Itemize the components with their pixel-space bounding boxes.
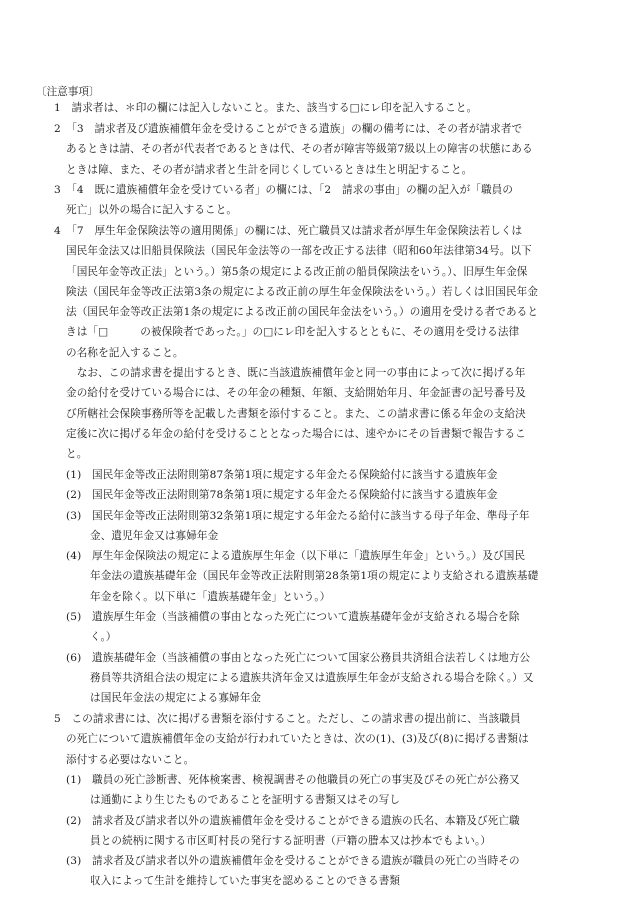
note-item-5-subs — [66, 770, 520, 892]
sub-item-line: (4) 厚生年金保険法の規定による遺族厚生年金（以下単に「遺族厚生年金」という。）及び国民 — [66, 550, 526, 563]
note-line: 「国民年金等改正法」という。）第5条の規定による改正前の船員保険法をいう。）、旧厚生年金保 — [66, 265, 528, 278]
note-line: の死亡について遺族補償年金の支給が行われていたときは、次の(1)、(3)及び(8)に掲げる書類は — [66, 733, 529, 746]
sub-item-line: 年金法の遺族基礎年金（国民年金等改正法附則第28条第1項の規定により支給される遺族基礎 — [90, 570, 539, 583]
sub-item-line: く。） — [90, 631, 117, 644]
note-line: 5 この請求書には、次に掲げる書類を添付すること。ただし、この請求書の提出前に、当該職員 — [54, 713, 521, 725]
sub-item-line: (3) 請求者及び請求者以外の遺族補償年金を受けることができる遺族が職員の死亡の当時その — [66, 855, 520, 868]
note-item-2 — [54, 119, 533, 180]
note-line: 2 「3 請求者及び遺族補償年金を受けることができる遺族」の欄の備考には、その者が請求者で — [54, 123, 523, 135]
note-line: 険法（国民年金等改正法第3条の規定による改正前の厚生年金保険法をいう。）若しくは旧国民年金 — [66, 285, 539, 298]
sub-item-line: 務員等共済組合法の規定による遺族共済年金又は遺族厚生年金が支給される場合を除く。）又 — [90, 671, 534, 684]
sub-item-line: 金、遺児年金又は寡婦年金 — [90, 529, 219, 542]
note-line: と。 — [66, 448, 88, 461]
note-line: 金の給付を受けている場合には、その年金の種類、年額、支給開始年月、年金証書の記号番号及 — [66, 387, 526, 400]
sub-item-line: 員との続柄に関する市区町村長の発行する証明書（戸籍の謄本又は抄本でもよい。） — [90, 834, 492, 847]
note-line: の名称を記入すること。 — [66, 346, 184, 359]
sub-item-line: 年金を除く。以下単に「遺族基礎年金」という。） — [90, 590, 331, 603]
sub-item-line: は通勤により生じたものであることを証明する書類又はその写し — [90, 794, 401, 807]
note-item-4 — [54, 221, 538, 465]
sub-item-line: (1) 国民年金等改正法附則第87条第1項に規定する年金たる保険給付に該当する遺族年金 — [66, 469, 498, 481]
note-line: 添付する必要はないこと。 — [66, 753, 195, 766]
sub-item-line: 収入によって生計を維持していた事実を認めることのできる書類 — [90, 875, 401, 888]
note-line: きは「□ の被保険者であった。」の□にレ印を記入するとともに、その適用を受ける法律 — [66, 326, 520, 339]
note-item-1 — [54, 98, 477, 118]
note-line: 国民年金法又は旧船員保険法（国民年金法等の一部を改正する法律（昭和60年法律第34号。以下 — [66, 245, 532, 258]
note-line: 法（国民年金等改正法第1条の規定による改正前の国民年金法をいう。）の適用を受ける者であると — [66, 306, 539, 319]
note-line: 定後に次に掲げる年金の給付を受けることとなった場合には、速やかにその旨書類で報告するこ — [66, 427, 526, 440]
sub-item-line: は国民年金法の規定による寡婦年金 — [90, 692, 262, 705]
note-item-3 — [54, 180, 513, 221]
note-line: 1 請求者は、＊印の欄には記入しないこと。また、該当する□にレ印を記入すること。 — [54, 102, 478, 114]
note-line: あるときは請、その者が代表者であるときは代、その者が障害等級第7級以上の障害の状態にある — [66, 143, 533, 156]
note-item-4-subs — [66, 465, 538, 709]
note-line: なお、この請求書を提出するとき、既に当該遺族補償年金と同一の事由によって次に掲げる年 — [66, 367, 526, 380]
sub-item-line: (3) 国民年金等改正法附則第32条第1項に規定する年金たる給付に該当する母子年金、準母子年 — [66, 509, 530, 522]
sub-item-line: (1) 職員の死亡診断書、死体検案書、検視調書その他職員の死亡の事実及びその死亡が公務又 — [66, 774, 520, 786]
note-line: 3 「4 既に遺族補償年金を受けている者」の欄には、「2 請求の事由」の欄の記入が「職員の — [54, 184, 514, 196]
sub-item-line: (5) 遺族厚生年金（当該補償の事由となった死亡について遺族基礎年金が支給される場合を除 — [66, 611, 520, 624]
sub-item-line: (6) 遺族基礎年金（当該補償の事由となった死亡について国家公務員共済組合法若しくは地方公 — [66, 651, 531, 664]
sub-item-line: (2) 請求者及び請求者以外の遺族補償年金を受けることができる遺族の氏名、本籍及び死亡職 — [66, 814, 520, 827]
notes-heading: 〔注意事項〕 — [36, 86, 100, 98]
note-line: 4 「7 厚生年金保険法等の適用関係」の欄には、死亡職員又は請求者が厚生年金保険法若しくは — [54, 225, 523, 237]
note-item-5 — [54, 709, 529, 770]
note-line: 死亡」以外の場合に記入すること。 — [66, 204, 238, 217]
note-line: び所轄社会保険事務所等を記載した書類を添付すること。また、この請求書に係る年金の支給決 — [66, 407, 526, 420]
note-line: ときは障、また、その者が請求者と生計を同じくしているときは生と明記すること。 — [66, 163, 473, 176]
sub-item-line: (2) 国民年金等改正法附則第78条第1項に規定する年金たる保険給付に該当する遺族年金 — [66, 489, 498, 502]
